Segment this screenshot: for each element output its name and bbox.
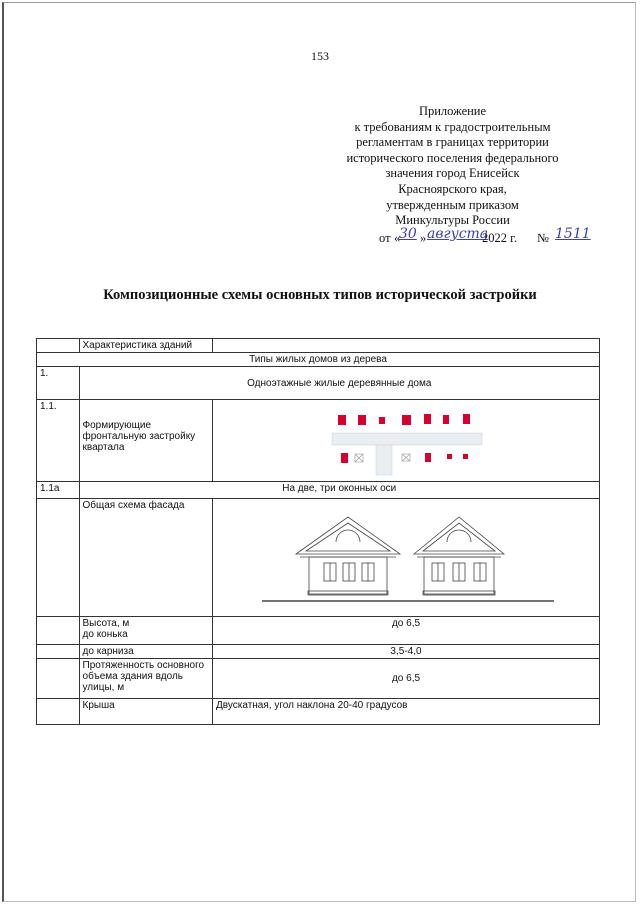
building-mark xyxy=(463,414,470,424)
building-mark xyxy=(341,453,348,463)
outbuilding-cross xyxy=(402,454,410,461)
table-row xyxy=(37,353,600,367)
table-row xyxy=(37,617,600,645)
table-cell xyxy=(37,699,80,725)
building-mark xyxy=(424,414,431,424)
row-title: Одноэтажные жилые деревянные дома xyxy=(79,367,599,400)
roof-label: Крыша xyxy=(79,699,212,725)
order-year: 2022 г. xyxy=(482,231,517,245)
row-title: На две, три оконных оси xyxy=(79,482,599,499)
site-plan-diagram xyxy=(216,401,596,477)
table-row xyxy=(37,659,600,699)
building-mark xyxy=(402,415,411,425)
table-row xyxy=(37,482,600,499)
outbuilding-cross xyxy=(355,454,363,462)
appendix-line: исторического поселения федерального xyxy=(346,150,559,165)
table-cell xyxy=(37,499,80,617)
order-prefix: от xyxy=(379,231,391,245)
eaves-label: до карниза xyxy=(79,645,212,659)
table-cell xyxy=(213,339,600,353)
building-mark xyxy=(425,453,431,462)
road-vertical xyxy=(376,445,392,475)
table-row xyxy=(37,645,600,659)
appendix-line: значения город Енисейск xyxy=(385,166,520,181)
building-mark xyxy=(379,417,385,424)
appendix-line: Минкультуры России xyxy=(395,213,510,228)
site-plan-cell xyxy=(213,400,600,482)
height-label: Высота, м до конька xyxy=(79,617,212,645)
building-mark xyxy=(338,415,346,425)
house-facade-right xyxy=(414,517,504,595)
table-cell xyxy=(37,645,80,659)
appendix-line: Красноярского края, xyxy=(398,181,507,196)
appendix-line: утвержденным приказом xyxy=(386,197,519,212)
appendix-line: к требованиям к градостроительным xyxy=(354,119,551,134)
order-number-handwritten: 1511 xyxy=(555,226,591,242)
table-cell xyxy=(37,659,80,699)
row-number: 1. xyxy=(37,367,80,400)
order-day-handwritten: 30 xyxy=(399,226,417,242)
appendix-line: регламентам в границах территории xyxy=(356,135,549,150)
order-month-handwritten: августа xyxy=(427,226,489,242)
document-title: Композиционные схемы основных типов исторической застройки xyxy=(103,287,537,303)
order-quote-close: » xyxy=(420,231,427,245)
order-number-sign: № xyxy=(537,231,549,245)
building-mark xyxy=(358,415,366,425)
road-horizontal xyxy=(332,433,482,445)
section-title: Типы жилых домов из дерева xyxy=(37,353,600,367)
building-types-table xyxy=(36,338,600,725)
height-value: до 6,5 xyxy=(213,617,600,645)
house-facade-left xyxy=(296,517,400,595)
page-number: 153 xyxy=(311,49,329,63)
header-label: Характеристика зданий xyxy=(79,339,212,353)
building-mark xyxy=(463,454,468,459)
table-row xyxy=(37,367,600,400)
facade-label: Общая схема фасада xyxy=(79,499,212,617)
length-value: до 6,5 xyxy=(213,659,600,699)
row-number: 1.1. xyxy=(37,400,80,482)
table-cell xyxy=(37,617,80,645)
row-number: 1.1а xyxy=(37,482,80,499)
appendix-line: Приложение xyxy=(418,104,487,118)
roof-value: Двускатная, угол наклона 20-40 градусов xyxy=(213,699,600,725)
building-mark xyxy=(447,454,452,459)
table-cell xyxy=(37,339,80,353)
length-label: Протяженность основного объема здания вдоль улицы, м xyxy=(79,659,212,699)
appendix-block xyxy=(330,104,575,229)
table-row xyxy=(37,339,600,353)
facade-cell xyxy=(213,499,600,617)
table-row xyxy=(37,400,600,482)
facade-diagram xyxy=(216,500,596,614)
eaves-value: 3,5-4,0 xyxy=(213,645,600,659)
table-row xyxy=(37,699,600,725)
row-label: Формирующие фронтальную застройку квартала xyxy=(79,400,212,482)
order-quote-open: « xyxy=(394,231,401,245)
table-row xyxy=(37,499,600,617)
building-mark xyxy=(443,415,449,424)
